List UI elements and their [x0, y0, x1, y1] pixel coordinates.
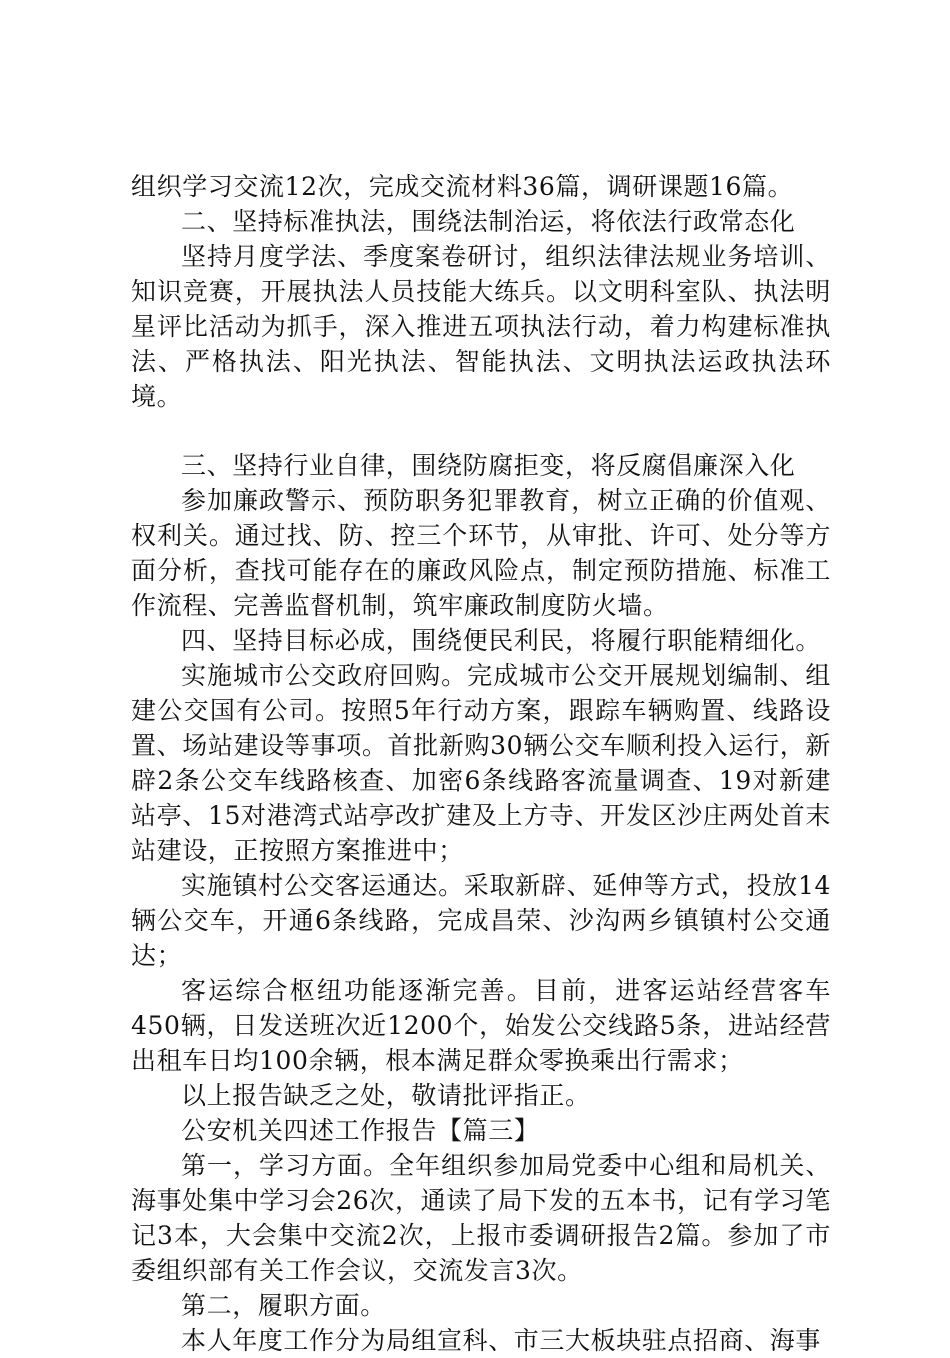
paragraph-study-summary: 组织学习交流12次，完成交流材料36篇，调研课题16篇。: [131, 172, 794, 201]
paragraph-city-bus: 实施城市公交政府回购。完成城市公交开展规划编制、组建公交国有公司。按照5年行动方案，跟踪车辆购置、线路设置、场站建设等事项。首批新购30辆公交车顺利投入运行，新辟2条公交车线路核查、加密6条线路客流量调查、19对新建站亭、15对港湾式站亭改扩建及上方寺、开发区沙庄两处首末站建设，正按照方案推进中；: [131, 661, 831, 865]
paragraph-anti-corruption: 参加廉政警示、预防职务犯罪教育，树立正确的价值观、权利关。通过找、防、控三个环节，从审批、许可、处分等方面分析，查找可能存在的廉政风险点，制定预防措施、标准工作流程、完善监督机制，筑牢廉政制度防火墙。: [131, 486, 831, 620]
paragraph-spacer: [131, 414, 831, 448]
paragraph-transport-hub: 客运综合枢纽功能逐渐完善。目前，进客运站经营客车450辆，日发送班次近1200个，始发公交线路5条，进站经营出租车日均100余辆，根本满足群众零换乘出行需求；: [131, 976, 831, 1075]
paragraph-annual-work: 本人年度工作分为局组宣科、市三大板块驻点招商、海事: [181, 1326, 822, 1355]
document-body: [131, 169, 831, 1358]
article-title-part-three: 公安机关四述工作报告【篇三】: [181, 1116, 540, 1145]
paragraph-duty-heading: 第二，履职方面。: [181, 1291, 386, 1320]
section-heading-four: 四、坚持目标必成，围绕便民利民，将履行职能精细化。: [181, 626, 822, 655]
section-heading-three: 三、坚持行业自律，围绕防腐拒变，将反腐倡廉深入化: [181, 451, 796, 480]
paragraph-village-bus: 实施镇村公交客运通达。采取新辟、延伸等方式，投放14辆公交车，开通6条线路，完成昌荣、沙沟两乡镇镇村公交通达；: [131, 871, 831, 970]
paragraph-study-aspect: 第一，学习方面。全年组织参加局党委中心组和局机关、海事处集中学习会26次，通读了局下发的五本书，记有学习笔记3本，大会集中交流2次，上报市委调研报告2篇。参加了市委组织部有关工作会议，交流发言3次。: [131, 1151, 831, 1285]
paragraph-law-enforcement: 坚持月度学法、季度案卷研讨，组织法律法规业务培训、知识竞赛，开展执法人员技能大练兵。以文明科室队、执法明星评比活动为抓手，深入推进五项执法行动，着力构建标准执法、严格执法、阳光执法、智能执法、文明执法运政执法环境。: [131, 242, 831, 411]
paragraph-closing-remark: 以上报告缺乏之处，敬请批评指正。: [181, 1081, 591, 1110]
section-heading-two: 二、坚持标准执法，围绕法制治运，将依法行政常态化: [181, 207, 796, 236]
